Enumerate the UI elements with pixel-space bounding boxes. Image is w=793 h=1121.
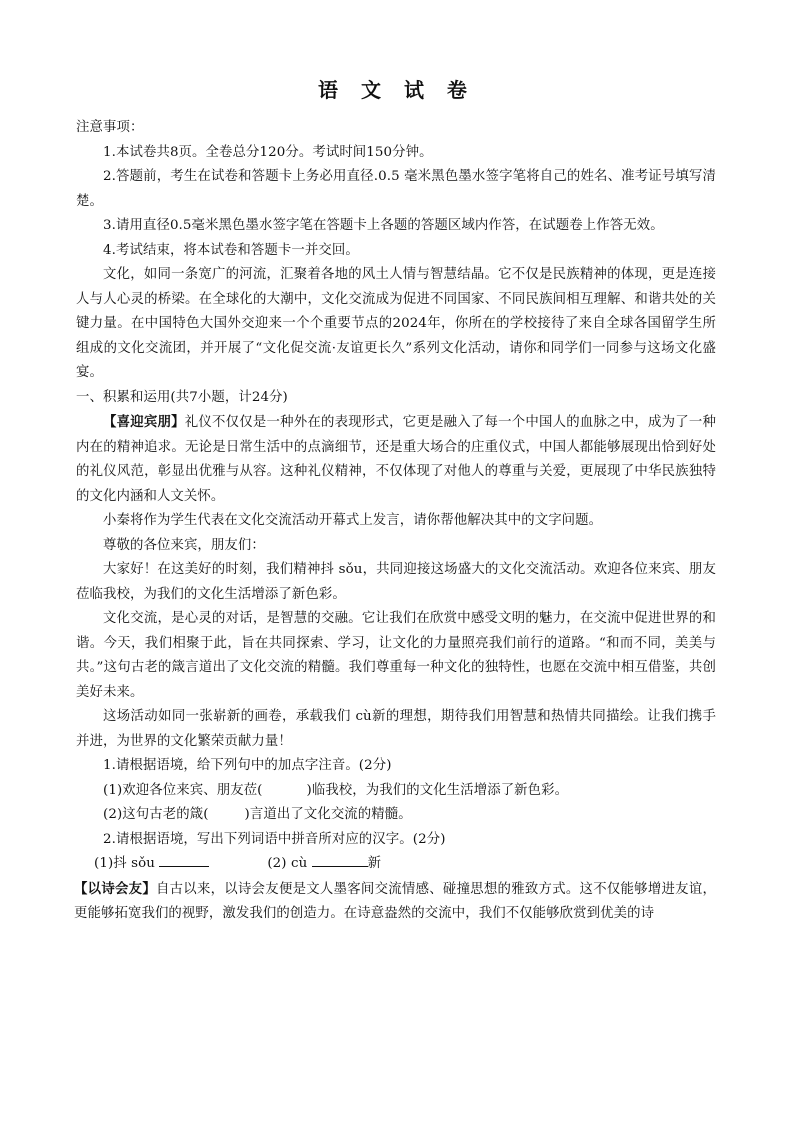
q1b-before: (2)这句古老的箴( [103,807,209,822]
part2-heading: 【以诗会友】 [74,880,156,897]
note-item: 1.本试卷共8页。全卷总分120分。考试时间150分钟。 [103,144,433,160]
intro-paragraph: 文化，如同一条宽广的河流，汇聚着各地的风土人情与智慧结晶。它不仅是民族精神的体现，更是连接人与人心灵的桥梁。在全球化的大潮中，文化交流成为促进不同国家、不同民族间相互理解、和谐共处的关键力量。在中国特色大国外交迎来一个个重要节点的2024年，你所在的学校接待了来自全球各国留学生所组成的文化交流团，并开展了“文化促交流·友谊更长久”系列文化活动，请你和同学们一同参与这场文化盛宴。 [76,267,716,380]
part1-heading: 【喜迎宾朋】 [103,414,185,430]
q1a-after: )临我校，为我们的文化生活增添了新色彩。 [306,782,569,798]
exam-content [76,116,716,927]
question-2-items [76,852,716,877]
q2b-suffix: 新 [367,856,382,871]
question-1-a [76,779,716,804]
speech-greeting: 尊敬的各位来宾，朋友们： [103,537,265,553]
q2a-label: (1)抖 sǒu [94,856,155,871]
speech-paragraph: 大家好！在这美好的时刻，我们精神抖 sǒu，共同迎接这场盛大的文化交流活动。欢迎各位来宾、朋友莅临我校，为我们的文化生活增添了新色彩。 [76,562,716,602]
question-1-b [76,803,716,828]
speech-paragraph: 这场活动如同一张崭新的画卷，承载我们 cù新的理想，期待我们用智慧和热情共同描绘。让我们携手并进，为世界的文化繁荣贡献力量！ [76,709,716,749]
question-2: 2.请根据语境，写出下列词语中拼音所对应的汉字。(2分) [103,831,446,847]
task-intro: 小秦将作为学生代表在文化交流活动开幕式上发言，请你帮他解决其中的文字问题。 [103,513,603,528]
part1-paragraph [76,410,716,509]
notes-label: 注意事项： [76,120,144,135]
q1a-before: (1)欢迎各位来宾、朋友莅( [103,782,263,798]
note-item: 4.考试结束，将本试卷和答题卡一并交回。 [103,242,359,258]
part2-text: 自古以来，以诗会友便是文人墨客间交流情感、碰撞思想的雅致方式。这不仅能够增进友谊，更能够拓宽我们的视野，激发我们的创造力。在诗意盎然的交流中，我们不仅能够欣赏到优美的诗 [74,881,716,921]
part2-paragraph [74,877,716,927]
q1b-after: )言道出了文化交流的精髓。 [244,807,412,822]
section-heading: 一、积累和运用(共7小题，计24分) [76,389,288,405]
q2b-label: (2) cù [267,856,308,871]
note-item: 2.答题前，考生在试卷和答题卡上务必用直径.0.5 毫米黑色墨水签字笔将自己的姓名、准考证号填写清楚。 [76,169,716,209]
note-item: 3.请用直径0.5毫米黑色墨水签字笔在答题卡上各题的答题区域内作答，在试题卷上作答无效。 [103,218,664,233]
answer-blank[interactable] [159,852,209,867]
page-title: 语 文 试 卷 [318,78,475,102]
part1-text: 礼仪不仅仅是一种外在的表现形式，它更是融入了每一个中国人的血脉之中，成为了一种内在的精神追求。无论是日常生活中的点滴细节，还是重大场合的庄重仪式，中国人都能够展现出恰到好处的礼仪风范，彰显出优雅与从容。这种礼仪精神，不仅体现了对他人的尊重与关爱，更展现了中华民族独特的文化内涵和人文关怀。 [76,415,716,504]
answer-blank[interactable] [312,852,368,867]
speech-paragraph: 文化交流，是心灵的对话，是智慧的交融。它让我们在欣赏中感受文明的魅力，在交流中促进世界的和谐。今天，我们相聚于此，旨在共同探索、学习，让文化的力量照亮我们前行的道路。“和而不同，美美与共。”这句古老的箴言道出了文化交流的精髓。我们尊重每一种文化的独特性，也愿在交流中相互借鉴，共创美好未来。 [76,611,716,700]
question-1: 1.请根据语境，给下列句中的加点字注音。(2分) [103,758,392,773]
